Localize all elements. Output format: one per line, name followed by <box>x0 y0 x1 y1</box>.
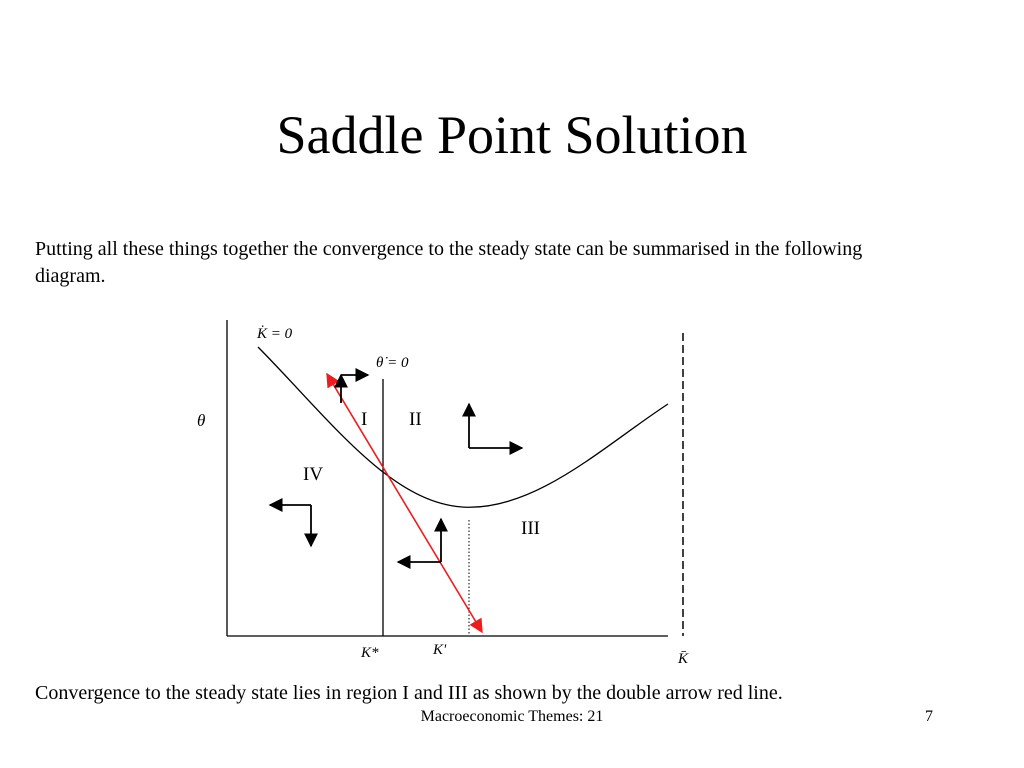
theta-dot-zero-label: θ̇ = 0 <box>376 355 409 371</box>
k-dot-zero-label: K̇ = 0 <box>257 326 293 342</box>
direction-arrows-region-iv <box>270 505 311 546</box>
k-bar-label: K̄ <box>678 651 689 667</box>
region-label-iv: IV <box>303 464 324 485</box>
intro-text: Putting all these things together the convergence to the steady state can be summarised in the following diagram. <box>35 238 863 287</box>
direction-arrows-region-ii <box>469 404 522 448</box>
region-label-iii: III <box>521 518 540 539</box>
direction-arrows-region-iii <box>398 519 441 562</box>
region-label-i: I <box>361 409 368 430</box>
footer-text: Macroeconomic Themes: 21 <box>420 708 604 725</box>
caption-text: Convergence to the steady state lies in region I and III as shown by the double arrow red line. <box>35 682 783 704</box>
direction-arrows-top <box>341 375 368 403</box>
slide-title: Saddle Point Solution <box>276 105 748 165</box>
k-star-label: K* <box>361 645 379 661</box>
region-label-ii: II <box>409 409 422 430</box>
y-axis-label: θ <box>197 411 206 430</box>
saddle-path-arrow <box>327 374 482 632</box>
k-prime-label: K' <box>433 642 447 658</box>
page-number: 7 <box>925 708 933 725</box>
